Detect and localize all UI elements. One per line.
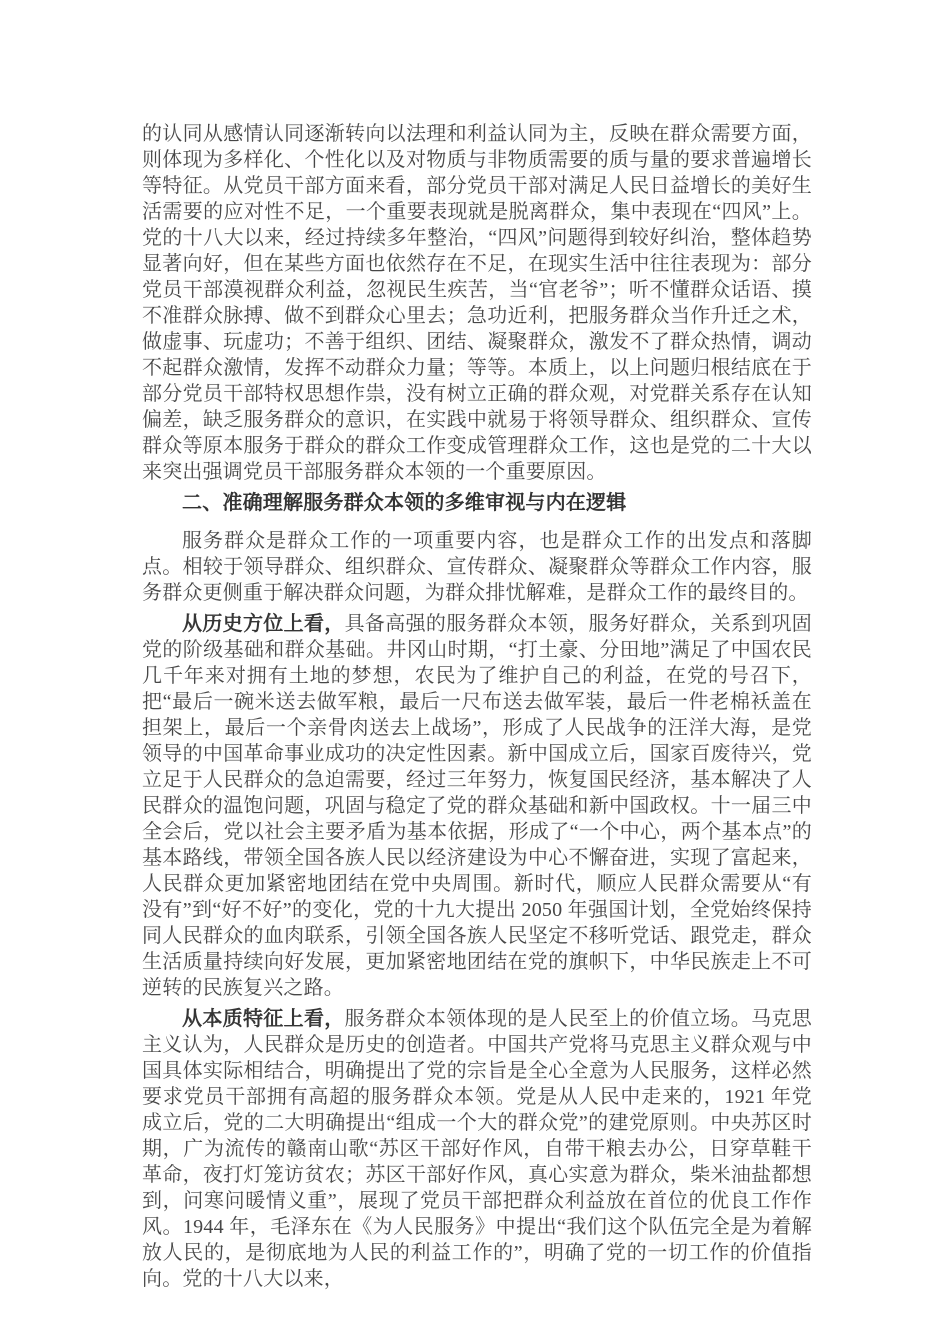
document-body: [142, 121, 812, 1292]
text-run: 的认同从感情认同逐渐转向以法理和利益认同为主，反映在群众需要方面，则体现为多样化、个性化以及对物质与非物质需要的质与量的要求普遍增长等特征。从党员干部方面来看，部分党员干部对满足人民日益增长的美好生活需要的应对性不足，一个重要表现就是脱离群众，集中表现在“四风”上。党的十八大以来，经过持续多年整治，“四风”问题得到较好纠治，整体趋势显著向好，但在某些方面也依然存在不足，在现实生活中往往表现为：部分党员干部漠视群众利益，忽视民生疾苦，当“官老爷”；听不懂群众话语、摸不准群众脉搏、做不到群众心里去；急功近利，把服务群众当作升迁之术，做虚事、玩虚功；不善于组织、团结、凝聚群众，激发不了群众热情，调动不起群众激情，发挥不动群众力量；等等。本质上，以上问题归根结底在于部分党员干部特权思想作祟，没有树立正确的群众观，对党群关系存在认知偏差，缺乏服务群众的意识，在实践中就易于将领导群众、组织群众、宣传群众等原本服务于群众的群众工作变成管理群众工作，这也是党的二十大以来突出强调党员干部服务群众本领的一个重要原因。: [142, 123, 812, 483]
paragraph: [142, 528, 812, 606]
section-heading: [142, 490, 812, 516]
text-run: 具备高强的服务群众本领，服务好群众，关系到巩固党的阶级基础和群众基础。井冈山时期，“打土豪、分田地”满足了中国农民几千年来对拥有土地的梦想，农民为了维护自己的利益，在党的号召下，把“最后一碗米送去做军粮，最后一尺布送去做军装，最后一件老棉袄盖在担架上，最后一个亲骨肉送去上战场”，形成了人民战争的汪洋大海，是党领导的中国革命事业成功的决定性因素。新中国成立后，国家百废待兴，党立足于人民群众的急迫需要，经过三年努力，恢复国民经济，基本解决了人民群众的温饱问题，巩固与稳定了党的群众基础和新中国政权。十一届三中全会后，党以社会主要矛盾为基本依据，形成了“一个中心，两个基本点”的基本路线，带领全国各族人民以经济建设为中心不懈奋进，实现了富起来，人民群众更加紧密地团结在党中央周围。新时代，顺应人民群众需要从“有没有”到“好不好”的变化，党的十九大提出 2050 年强国计划，全党始终保持同人民群众的血肉联系，引领全国各族人民坚定不移听党话、跟党走，群众生活质量持续向好发展，更加紧密地团结在党的旗帜下，中华民族走上不可逆转的民族复兴之路。: [142, 613, 812, 999]
paragraph: [142, 611, 812, 1001]
bold-text-run: 二、准确理解服务群众本领的多维审视与内在逻辑: [182, 492, 627, 514]
bold-text-run: 从本质特征上看，: [182, 1008, 345, 1030]
text-run: 服务群众本领体现的是人民至上的价值立场。马克思主义认为，人民群众是历史的创造者。中国共产党将马克思主义群众观与中国具体实际相结合，明确提出了党的宗旨是全心全意为人民服务，这样必然要求党员干部拥有高超的服务群众本领。党是从人民中走来的，1921 年党成立后，党的二大明确提出“组成一个大的群众党”的建党原则。中央苏区时期，广为流传的赣南山歌“苏区干部好作风，自带干粮去办公，日穿草鞋干革命，夜打灯笼访贫农；苏区干部好作风，真心实意为群众，柴米油盐都想到，问寒问暖情义重”，展现了党员干部把群众利益放在首位的优良工作作风。1944 年，毛泽东在《为人民服务》中提出“我们这个队伍完全是为着解放人民的，是彻底地为人民的利益工作的”，明确了党的一切工作的价值指向。党的十八大以来，: [142, 1008, 812, 1290]
paragraph: [142, 1006, 812, 1292]
paragraph: [142, 121, 812, 485]
bold-text-run: 从历史方位上看，: [182, 613, 345, 635]
text-run: 服务群众是群众工作的一项重要内容，也是群众工作的出发点和落脚点。相较于领导群众、组织群众、宣传群众、凝聚群众等群众工作内容，服务群众更侧重于解决群众问题，为群众排忧解难，是群众工作的最终目的。: [142, 530, 812, 604]
